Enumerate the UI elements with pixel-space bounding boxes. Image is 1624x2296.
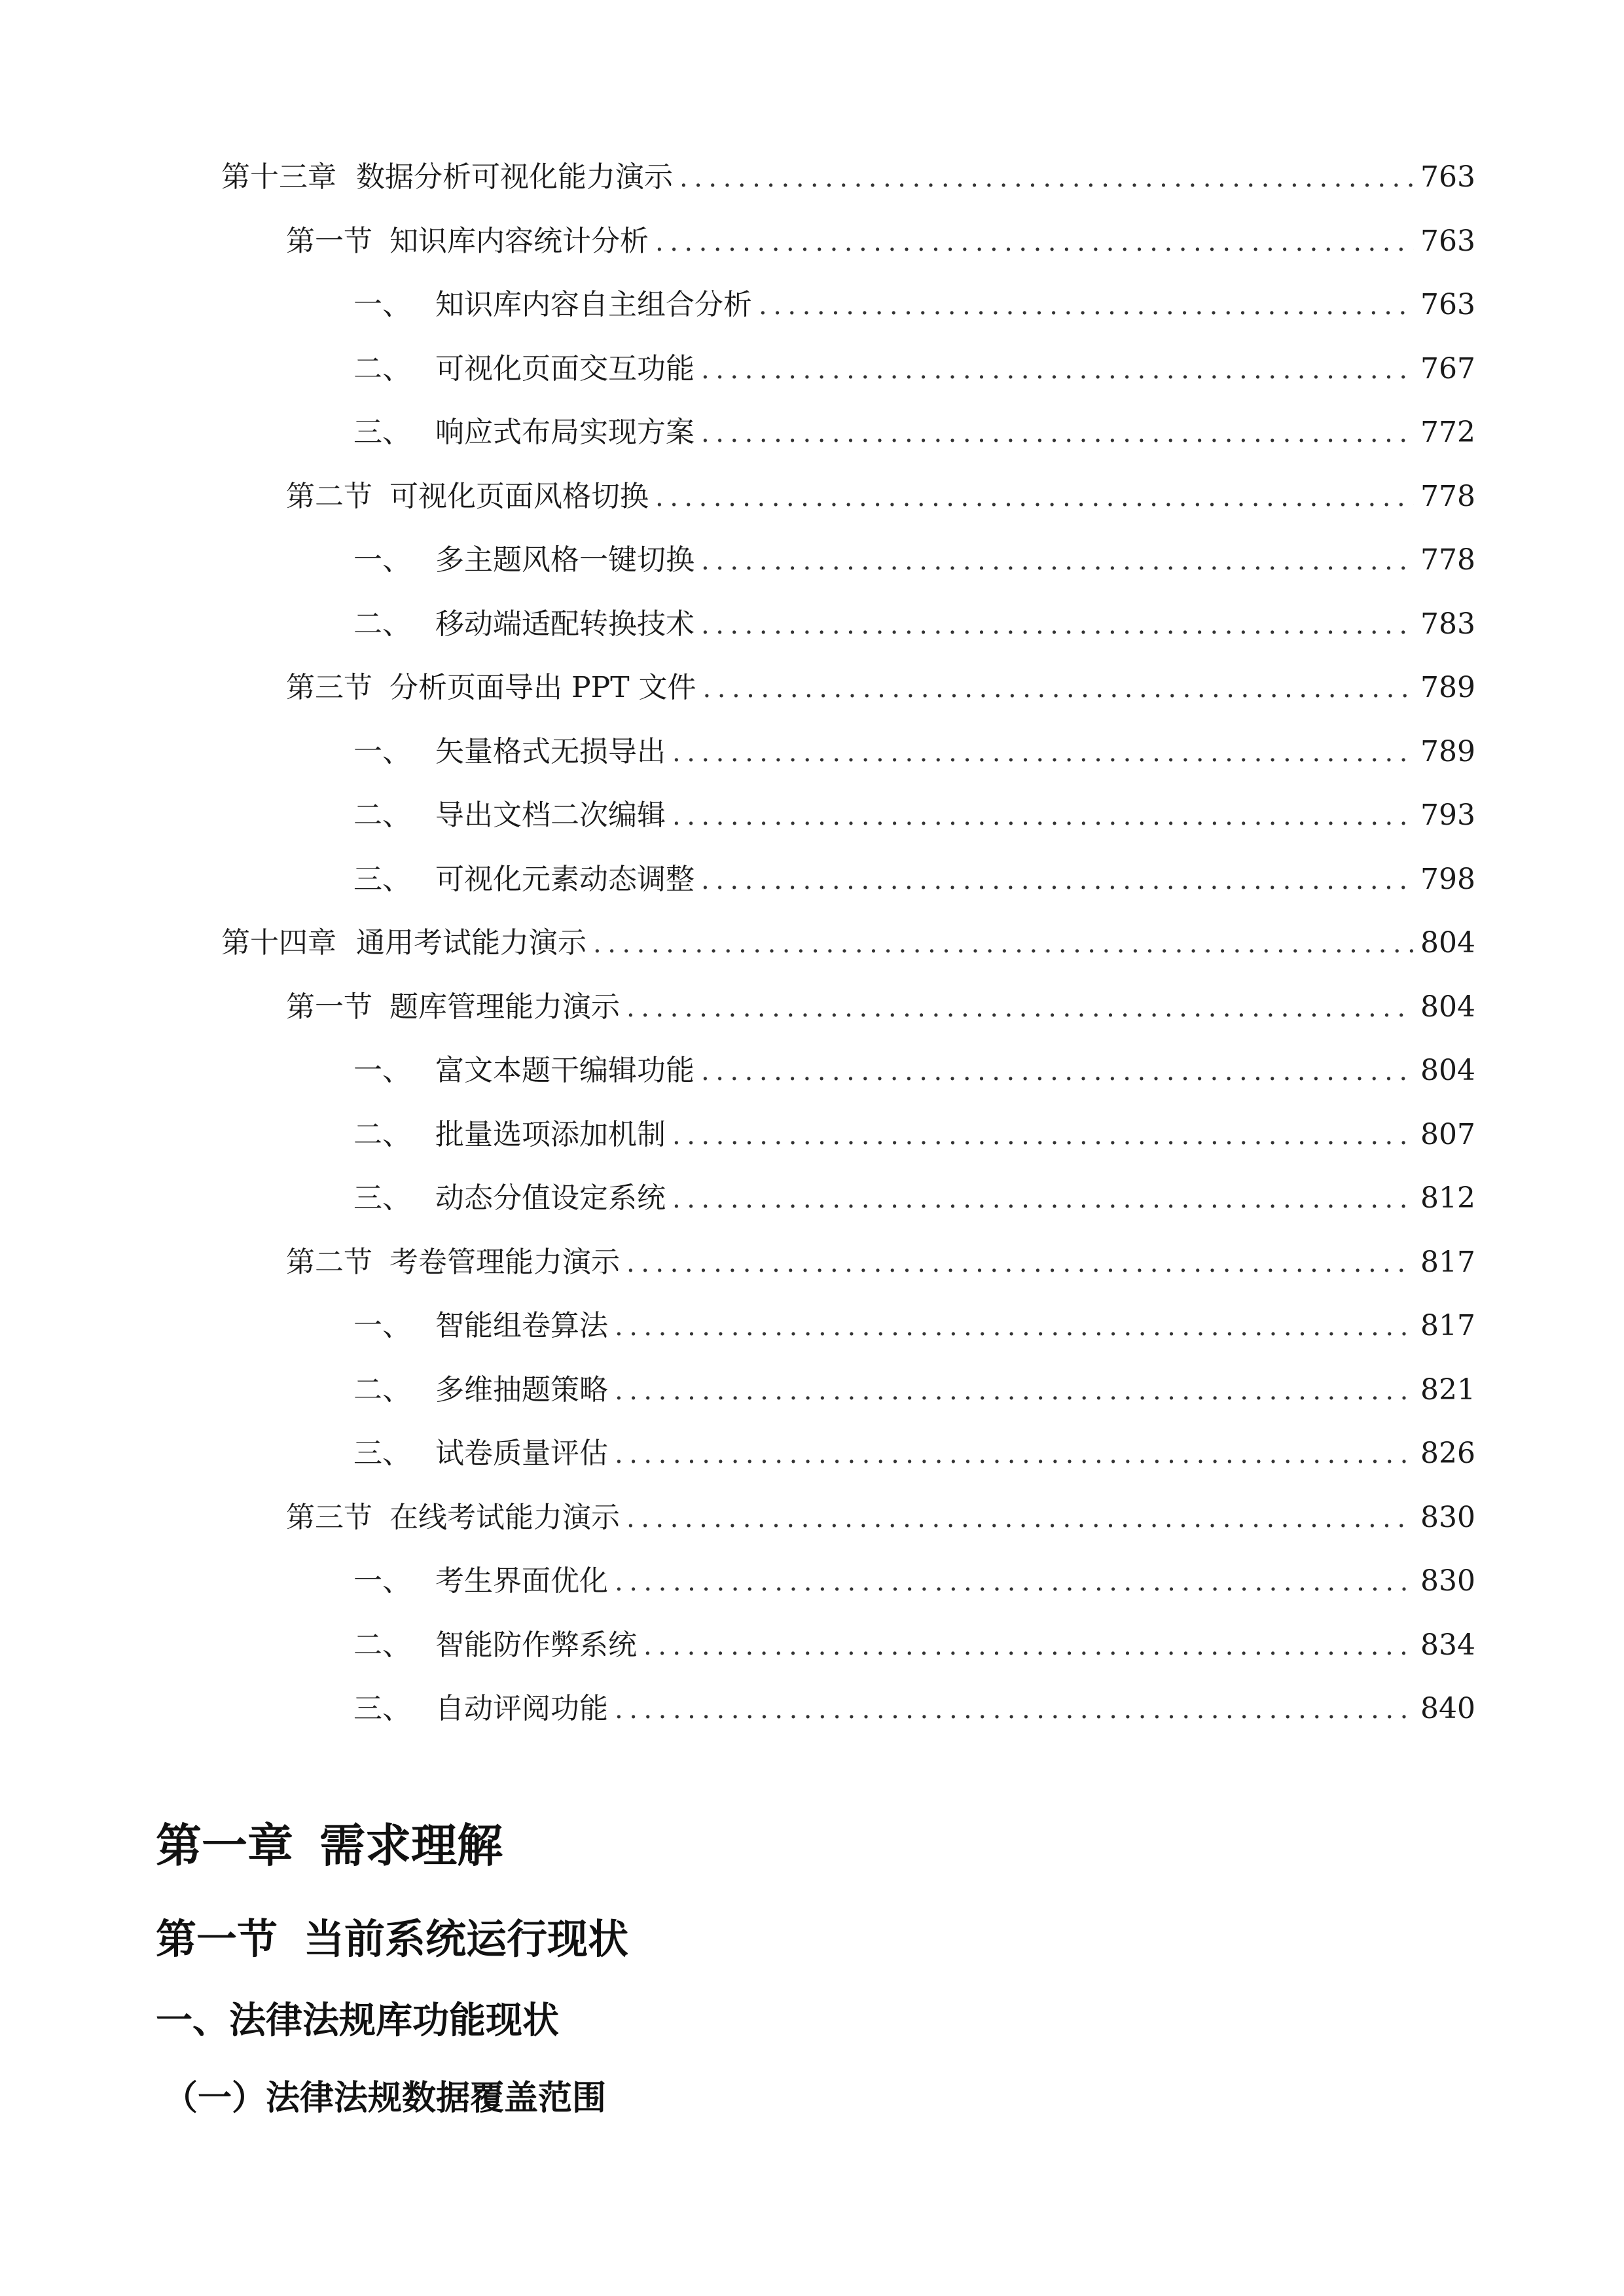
toc-entry-title: 题库管理能力演示: [389, 990, 620, 1024]
toc-entry-item[interactable]: [353, 793, 1475, 838]
toc-entry-title: 数据分析可视化能力演示: [356, 160, 673, 194]
toc-entry-prefix: 第一节: [286, 224, 372, 258]
toc-entry-page-number: 830: [1420, 1500, 1475, 1534]
toc-dot-leader: [701, 538, 1414, 584]
subsection-heading: 一、法律法规库功能现状: [156, 2000, 559, 2042]
section-heading-title: 当前系统运行现状: [304, 1915, 629, 1963]
toc-entry-item[interactable]: [353, 857, 1475, 903]
toc-entry-item[interactable]: [353, 1048, 1475, 1094]
toc-entry-item[interactable]: [353, 282, 1475, 328]
toc-dot-leader: [643, 1623, 1414, 1669]
toc-dot-leader: [679, 155, 1414, 201]
toc-dot-leader: [701, 857, 1414, 903]
toc-entry-item[interactable]: [353, 1558, 1475, 1604]
toc-entry-item[interactable]: [353, 1112, 1475, 1158]
toc-entry-prefix: 一、: [353, 543, 411, 577]
toc-entry-title: 富文本题干编辑功能: [435, 1054, 695, 1087]
toc-entry-title: 智能防作弊系统: [435, 1628, 637, 1662]
toc-dot-leader: [672, 1113, 1414, 1158]
toc-entry-prefix: 一、: [353, 288, 411, 321]
toc-entry-prefix: 第三节: [286, 671, 372, 704]
toc-entry-page-number: 763: [1420, 288, 1475, 321]
toc-entry-title: 多主题风格一键切换: [435, 543, 695, 577]
toc-entry-item[interactable]: [353, 346, 1475, 392]
toc-entry-prefix: 一、: [353, 1564, 411, 1598]
chapter-heading: [156, 1813, 503, 1878]
toc-entry-section[interactable]: [286, 984, 1475, 1030]
toc-entry-title: 批量选项添加机制: [435, 1117, 666, 1151]
toc-entry-prefix: 第三节: [286, 1500, 372, 1534]
toc-entry-prefix: 一、: [353, 1054, 411, 1087]
toc-dot-leader: [626, 1240, 1414, 1286]
toc-dot-leader: [701, 410, 1414, 456]
toc-entry-prefix: 二、: [353, 1372, 411, 1407]
toc-dot-leader: [626, 1496, 1414, 1541]
toc-dot-leader: [593, 921, 1414, 967]
toc-entry-page-number: 789: [1420, 671, 1475, 704]
toc-entry-section[interactable]: [286, 219, 1475, 264]
toc-entry-page-number: 804: [1420, 990, 1475, 1024]
toc-entry-title: 响应式布局实现方案: [435, 416, 695, 449]
toc-entry-page-number: 840: [1420, 1692, 1475, 1725]
toc-entry-title: 智能组卷算法: [435, 1309, 608, 1342]
toc-dot-leader: [701, 347, 1414, 393]
toc-entry-item[interactable]: [353, 1623, 1475, 1668]
toc-entry-prefix: 三、: [353, 1437, 411, 1470]
toc-dot-leader: [672, 1176, 1414, 1222]
toc-entry-item[interactable]: [353, 729, 1475, 775]
toc-entry-page-number: 789: [1420, 734, 1475, 768]
toc-entry-title: 知识库内容自主组合分析: [435, 288, 752, 321]
toc-entry-item[interactable]: [353, 410, 1475, 456]
toc-entry-title: 自动评阅功能: [435, 1692, 608, 1725]
toc-entry-item[interactable]: [353, 1303, 1475, 1349]
toc-entry-section[interactable]: [286, 665, 1475, 711]
toc-entry-page-number: 783: [1420, 607, 1475, 641]
toc-dot-leader: [672, 793, 1414, 839]
toc-dot-leader: [615, 1559, 1414, 1605]
toc-entry-page-number: 793: [1420, 798, 1475, 832]
toc-entry-item[interactable]: [353, 601, 1475, 647]
toc-entry-title: 试卷质量评估: [435, 1437, 608, 1470]
toc-entry-prefix: 二、: [353, 607, 411, 641]
toc-dot-leader: [615, 1431, 1414, 1477]
toc-entry-title: 移动端适配转换技术: [435, 607, 695, 641]
toc-entry-page-number: 817: [1420, 1309, 1475, 1342]
toc-entry-prefix: 三、: [353, 1692, 411, 1725]
toc-dot-leader: [626, 985, 1414, 1031]
toc-entry-page-number: 804: [1420, 926, 1475, 960]
toc-entry-chapter[interactable]: [221, 154, 1475, 200]
toc-dot-leader: [703, 666, 1414, 711]
chapter-heading-title: 需求理解: [319, 1819, 503, 1873]
toc-entry-prefix: 三、: [353, 862, 411, 896]
toc-dot-leader: [615, 1304, 1414, 1350]
toc-entry-title: 在线考试能力演示: [389, 1500, 620, 1534]
toc-entry-page-number: 778: [1420, 543, 1475, 577]
toc-entry-item[interactable]: [353, 1367, 1475, 1413]
toc-entry-page-number: 778: [1420, 479, 1475, 513]
toc-entry-prefix: 二、: [353, 1628, 411, 1662]
toc-entry-section[interactable]: [286, 474, 1475, 520]
toc-entry-page-number: 804: [1420, 1054, 1475, 1087]
toc-entry-prefix: 第十四章: [221, 926, 336, 960]
toc-entry-section[interactable]: [286, 1495, 1475, 1541]
toc-entry-page-number: 830: [1420, 1564, 1475, 1598]
toc-entry-page-number: 817: [1420, 1245, 1475, 1279]
toc-entry-page-number: 763: [1420, 160, 1475, 194]
toc-entry-page-number: 772: [1420, 416, 1475, 449]
toc-dot-leader: [655, 475, 1414, 520]
toc-dot-leader: [672, 730, 1414, 776]
toc-entry-title: 通用考试能力演示: [356, 926, 586, 960]
toc-entry-prefix: 三、: [353, 416, 411, 449]
toc-entry-page-number: 821: [1420, 1372, 1475, 1407]
toc-entry-page-number: 826: [1420, 1437, 1475, 1470]
toc-entry-title: 多维抽题策略: [435, 1372, 608, 1407]
toc-entry-prefix: 第一节: [286, 990, 372, 1024]
toc-entry-prefix: 二、: [353, 351, 411, 386]
toc-entry-item[interactable]: [353, 537, 1475, 583]
toc-entry-item[interactable]: [353, 1175, 1475, 1221]
toc-entry-title: 矢量格式无损导出: [435, 734, 666, 768]
toc-entry-page-number: 763: [1420, 224, 1475, 258]
toc-entry-page-number: 767: [1420, 351, 1475, 386]
toc-dot-leader: [701, 602, 1414, 648]
toc-entry-prefix: 三、: [353, 1181, 411, 1215]
toc-entry-item[interactable]: [353, 1431, 1475, 1477]
toc-dot-leader: [655, 219, 1414, 265]
toc-entry-prefix: 二、: [353, 1117, 411, 1151]
chapter-heading-prefix: 第一章: [156, 1819, 293, 1873]
toc-entry-prefix: 第十三章: [221, 160, 336, 194]
toc-entry-page-number: 812: [1420, 1181, 1475, 1215]
toc-entry-title: 考生界面优化: [435, 1564, 608, 1598]
toc-entry-title: 可视化元素动态调整: [435, 862, 695, 896]
toc-entry-title: 导出文档二次编辑: [435, 798, 666, 832]
section-heading: [156, 1910, 628, 1969]
toc-entry-title: 动态分值设定系统: [435, 1181, 666, 1215]
toc-entry-page-number: 798: [1420, 862, 1475, 896]
toc-entry-title: 可视化页面交互功能: [435, 351, 695, 386]
toc-dot-leader: [701, 1049, 1414, 1094]
toc-entry-prefix: 第二节: [286, 1245, 372, 1279]
toc-entry-page-number: 834: [1420, 1628, 1475, 1662]
toc-entry-prefix: 二、: [353, 798, 411, 832]
toc-entry-prefix: 第二节: [286, 479, 372, 513]
toc-entry-title: 可视化页面风格切换: [389, 479, 649, 513]
toc-entry-page-number: 807: [1420, 1117, 1475, 1151]
section-heading-prefix: 第一节: [156, 1915, 278, 1963]
toc-entry-prefix: 一、: [353, 1309, 411, 1342]
toc-dot-leader: [615, 1368, 1414, 1414]
toc-entry-item[interactable]: [353, 1686, 1475, 1732]
toc-dot-leader: [615, 1687, 1414, 1732]
toc-entry-title: 分析页面导出 PPT 文件: [389, 671, 696, 704]
toc-entry-prefix: 一、: [353, 734, 411, 768]
toc-entry-chapter[interactable]: [221, 920, 1475, 966]
item-heading: （一）法律法规数据覆盖范围: [164, 2079, 607, 2118]
toc-entry-section[interactable]: [286, 1240, 1475, 1285]
toc-entry-title: 知识库内容统计分析: [389, 224, 649, 258]
toc-dot-leader: [759, 283, 1414, 329]
toc-entry-title: 考卷管理能力演示: [389, 1245, 620, 1279]
